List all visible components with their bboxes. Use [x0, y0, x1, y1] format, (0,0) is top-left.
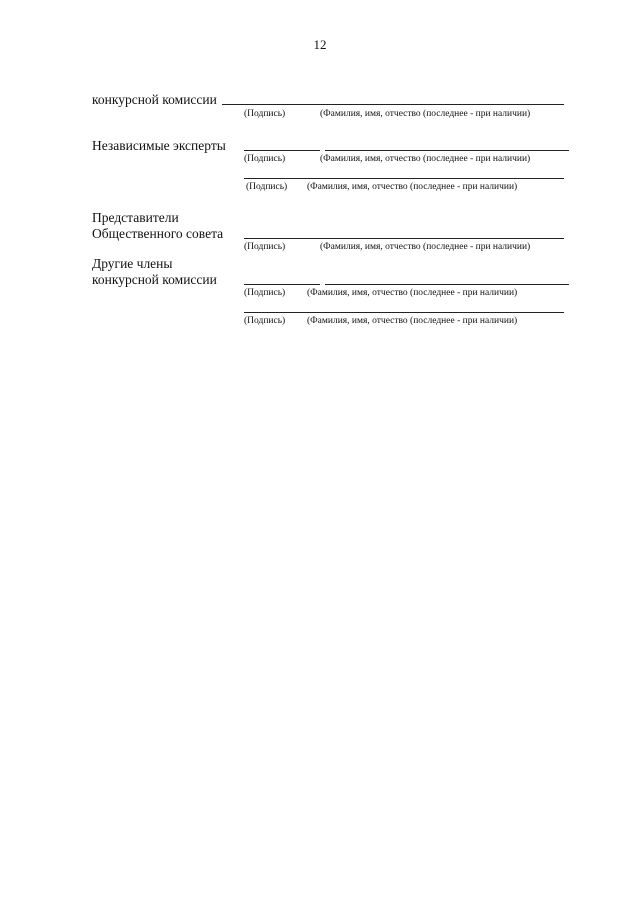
- others-label-line-2: конкурсной комиссии: [92, 272, 217, 287]
- experts-name-line-1: [325, 150, 569, 151]
- others-label-line-1: Другие члены: [92, 256, 173, 271]
- chair-signature-caption: (Подпись): [244, 109, 286, 119]
- experts-label: Независимые эксперты: [92, 138, 226, 153]
- experts-signature-caption-2: (Подпись): [246, 182, 288, 192]
- others-signature-line-1: [244, 284, 320, 285]
- council-line: [244, 238, 564, 239]
- experts-signature-line-1: [244, 150, 320, 151]
- others-name-line-1: [325, 284, 569, 285]
- experts-name-caption-2: (Фамилия, имя, отчество (последнее - при наличии): [307, 182, 518, 192]
- others-line-2: [244, 312, 564, 313]
- council-label-line-1: Представители: [92, 210, 179, 225]
- page-number: 12: [313, 37, 327, 52]
- experts-line-2: [244, 178, 564, 179]
- others-signature-caption-2: (Подпись): [244, 316, 286, 326]
- council-name-caption: (Фамилия, имя, отчество (последнее - при наличии): [320, 242, 531, 252]
- council-signature-caption: (Подпись): [244, 242, 286, 252]
- chair-name-caption: (Фамилия, имя, отчество (последнее - при наличии): [320, 109, 531, 119]
- others-name-caption-1: (Фамилия, имя, отчество (последнее - при наличии): [307, 288, 518, 298]
- chair-signature-line: [222, 104, 564, 105]
- experts-signature-caption-1: (Подпись): [244, 154, 286, 164]
- council-label-line-2: Общественного совета: [92, 226, 224, 241]
- experts-name-caption-1: (Фамилия, имя, отчество (последнее - при наличии): [320, 154, 531, 164]
- chair-label: конкурсной комиссии: [92, 92, 217, 107]
- others-name-caption-2: (Фамилия, имя, отчество (последнее - при наличии): [307, 316, 518, 326]
- others-signature-caption-1: (Подпись): [244, 288, 286, 298]
